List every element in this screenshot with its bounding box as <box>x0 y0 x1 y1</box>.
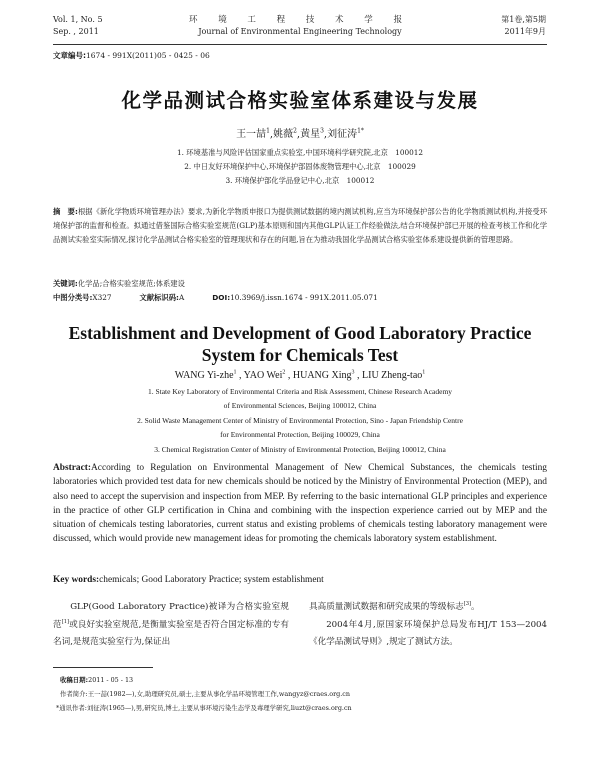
keywords-label-en: Key words: <box>53 575 100 585</box>
author-affil-mark: 2 <box>282 369 286 376</box>
affiliation-en: of Environmental Sciences, Beijing 100012, China <box>223 401 377 410</box>
author-affil-mark: 1* <box>357 127 364 135</box>
doi-value: 10.3969/j.issn.1674 - 991X.2011.05.071 <box>230 293 378 302</box>
volume-number-cn: 第1卷,第5期 <box>501 15 546 24</box>
article-number <box>53 50 210 61</box>
affiliation-en: for Environmental Protection, Beijing 100029, China <box>220 430 380 439</box>
citation-mark: [3] <box>463 601 472 608</box>
author-name: HUANG Xing <box>292 370 352 381</box>
affiliation-en: 3. Chemical Registration Center of Ministry of Environmental Protection, Beijing 100012, China <box>154 445 446 454</box>
body-text: GLP(Good Laboratory Practice)被译为合格实验室规范 <box>53 602 289 630</box>
author-name: 刘征涛 <box>327 129 358 140</box>
volume-issue <box>53 14 103 38</box>
author-bio-text: 王一喆(1982—),女,助理研究员,硕士,主要从事化学品环境管理工作,wangyz@craes.org.cn <box>87 690 351 698</box>
doc-code-value: A <box>178 293 185 302</box>
keywords-label-cn: 关键词: <box>53 279 78 288</box>
keywords-text-cn: 化学品;合格实验室规范;体系建设 <box>77 279 185 288</box>
citation-mark: [1] <box>61 618 69 625</box>
paper-title-en-line: Establishment and Development of Good Laboratory Practice <box>68 323 532 343</box>
body-paragraph <box>309 599 547 617</box>
corresponding-label: *通讯作者: <box>56 704 87 712</box>
author-separator: , <box>269 129 274 140</box>
body-column-right <box>309 599 547 652</box>
abstract-text-en: According to Regulation on Environmental Management of New Chemical Substances, the chemicals testing laboratories which provided test data for new chemicals should be noticed by the Ministry of Environmental Protection (MEP), and also need to accept the supervision and inspection from MEP. By referring to the basic international GLP principles and experience in the practice of other GLP certification in China and combining with the inspection experience carried out by MEP and the situation of chemicals testing laboratories, current status and existing problems of chemicals testing laboratory management were discussed, which would provide new management ideas for promoting the chemicals laboratory system establishment. <box>53 463 547 545</box>
author-separator: , <box>296 129 301 140</box>
abstract-text-cn: 根据《新化学物质环境管理办法》要求,为新化学物质申报口为提供测试数据的境内测试机构,应当为环境保护部公告的化学物质测试机构,并接受环境保护部的监督和检查。拟通过借鉴国际合格实验室规范(GLP)基本原则和国内其他GLP认证工作经验做法,结合环境保护部已开展的检查考核工作和化学品测试实验室实际情况,探讨化学品测试合格实验室的管理现状和存在的问题,旨在为推动我国化学品测试合格实验室体系建设提供新的管理思路。 <box>53 207 547 245</box>
author-affil-mark: 1 <box>233 369 237 376</box>
author-list-cn <box>100 128 500 142</box>
paper-title-en <box>40 322 560 366</box>
author-affil-mark: 1 <box>266 127 270 135</box>
body-text: 具高质量测试数据和研究成果的等级标志 <box>309 602 464 612</box>
affiliation-cn: 2. 中日友好环境保护中心,环境保护部固体废物管理中心,北京 100029 <box>184 162 416 171</box>
affiliation-cn: 3. 环境保护部化学品登记中心,北京 100012 <box>225 176 375 185</box>
author-name: 姚薇 <box>273 129 294 140</box>
affiliation-en: 1. State Key Laboratory of Environmental Criteria and Risk Assessment, Chinese Research Academy <box>147 387 453 396</box>
paper-title-cn: 化学品测试合格实验室体系建设与发展 <box>121 89 479 112</box>
journal-title-en: Journal of Environmental Engineering Technology <box>198 27 402 36</box>
received-label: 收稿日期: <box>60 676 89 684</box>
classification-line <box>53 292 547 304</box>
author-name: YAO Wei <box>243 370 283 381</box>
author-name: WANG Yi-zhe <box>174 370 234 381</box>
abstract-label-cn: 摘 要: <box>53 207 78 216</box>
keywords-text-en: chemicals; Good Laboratory Practice; system establishment <box>99 575 324 585</box>
footnote-divider <box>53 667 153 668</box>
header-divider <box>53 44 547 45</box>
author-affil-mark: 3 <box>320 127 324 135</box>
author-list-en <box>80 369 520 383</box>
class-value: X327 <box>92 293 112 302</box>
article-number-label: 文章编号: <box>53 51 86 60</box>
author-name: LIU Zheng-tao <box>362 370 423 381</box>
volume-issue-cn <box>460 14 546 38</box>
doi-label: DOI: <box>212 293 231 302</box>
author-affil-mark: 2 <box>293 127 297 135</box>
author-affil-mark: 3 <box>351 369 355 376</box>
author-bio-label: 作者简介: <box>60 690 88 698</box>
author-name: 黄星 <box>300 129 321 140</box>
author-affil-mark: 1 <box>422 369 426 376</box>
footnote-received <box>60 675 540 685</box>
affiliation-cn: 1. 环境基准与风险评估国家重点实验室,中国环境科学研究院,北京 100012 <box>176 148 424 157</box>
body-text: 。 <box>471 602 480 612</box>
footnote-author-bio <box>60 689 540 699</box>
author-separator: , <box>354 370 362 381</box>
author-separator: , <box>236 370 244 381</box>
class-label: 中图分类号: <box>53 293 93 302</box>
publication-date: Sep. , 2011 <box>53 27 99 36</box>
body-column-left <box>53 599 289 652</box>
journal-title-cn: 环 境 工 程 技 术 学 报 <box>189 15 411 25</box>
article-number-value: 1674 - 991X(2011)05 - 0425 - 06 <box>86 51 210 60</box>
body-paragraph: 2004年4月,原国家环境保护总局发布HJ/T 153—2004《化学品测试导则》,规定了测试方法。 <box>309 619 547 647</box>
author-separator: , <box>285 370 293 381</box>
abstract-label-en: Abstract: <box>53 463 92 473</box>
publication-date-cn: 2011年9月 <box>504 27 546 36</box>
volume-number: Vol. 1, No. 5 <box>53 15 103 24</box>
author-separator: , <box>323 129 328 140</box>
received-date: 2011 - 05 - 13 <box>88 676 134 684</box>
footnote-corresponding-author <box>56 703 536 713</box>
abstract-en <box>53 461 547 547</box>
corresponding-text: 刘征涛(1965—),男,研究员,博士,主要从事环境污染生态学及毒理学研究,liuzt@craes.org.cn <box>86 704 352 712</box>
journal-title <box>150 14 450 38</box>
body-text: 或良好实验室规范,是衡量实验室是否符合国定标准的专有名词,是规范实验室行为,保证出 <box>53 619 289 647</box>
author-name: 王一喆 <box>236 129 267 140</box>
keywords-cn <box>53 278 185 290</box>
paper-title-en-line: System for Chemicals Test <box>201 345 399 365</box>
abstract-cn <box>53 205 547 248</box>
affiliation-en: 2. Solid Waste Management Center of Ministry of Environmental Protection, Sino - Japan Friendship Centre <box>137 416 463 425</box>
keywords-en <box>53 574 324 587</box>
doc-code-label: 文献标识码: <box>139 293 179 302</box>
